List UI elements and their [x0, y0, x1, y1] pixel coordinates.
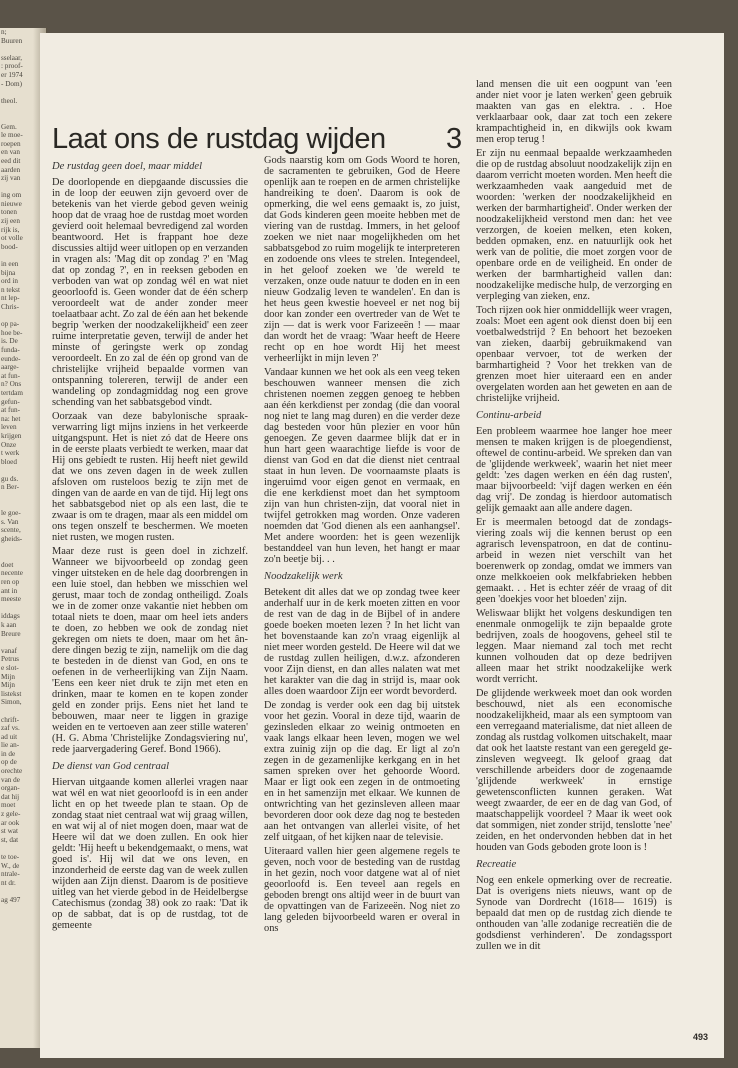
left-page-text-fragment: le moe-: [1, 131, 23, 140]
left-page-text-fragment: leven: [1, 423, 17, 432]
left-page-text-fragment: at fun-: [1, 406, 20, 415]
paragraph: Hiervan uitgaande komen allerlei vragen naar wat wél en wat niet geoorloofd is in een ander licht en op het tweede plan te staan. Op de zondag staat niet centraal wat wij graag willen, en wat wij al of niet mogen doen, maar wat de Heere wil dat we doen zullen. En ook hier geldt: 'Hij heeft u bekendgemaakt, o mens, wat goed is'. Hij wil dat we ons leven, en inzonderheid de eerste dag van de week zullen wijden aan Zijn dienst. Daarom is de positieve uitleg van het vierde gebod in de Heidelbergse Catechismus (zondag 38) ook zo raak: 'Dat ik op de sabbat, dat is op de rustdag, tot de gemeente: [52, 777, 248, 931]
paragraph: Toch rijzen ook hier onmiddellijk weer vragen, zoals: Moet een agent ook dienst doen bij een voetbalwedstrijd ? En behoort het bezoeken van zieken, daarbij gebruikmakend van openbaar vervoer, tot de werken der barmhartigheid ? Voor het trekken van de grenzen moet hier uiteraard een en ander overgelaten worden aan het geweten en aan de christelijke vrijheid.: [476, 305, 672, 404]
left-page-text-fragment: tonen: [1, 208, 17, 217]
left-page-text-fragment: : proof-: [1, 62, 23, 71]
left-page-text-fragment: Simon,: [1, 698, 22, 707]
article-subtitle: De rustdag geen doel, maar middel: [52, 161, 203, 172]
left-page-text-fragment: nt dr.: [1, 878, 16, 887]
article-part-number: 3: [446, 123, 463, 155]
section-heading: Noodzakelijk werk: [264, 571, 343, 582]
left-page-text-fragment: ntrale-: [1, 870, 20, 879]
left-page-text-fragment: ord in: [1, 277, 18, 286]
left-page-text-fragment: nieuwe: [1, 199, 22, 208]
left-page-text-fragment: W., de: [1, 861, 20, 870]
paragraph: De zondag is verder ook een dag bij uitstek voor het gezin. Vooral in deze tijd, waarin de gezinsleden elkaar zo weinig ontmoeten en vaak langs elkaar heen leven, mogen we wel extra zuinig zijn op die dag. Er ligt al zo'n zegen in de gezamenlijke kerkgang en in het samen spreken over het gehoorde Woord. Maar er ligt ook een zegen in de ontmoeting en in het samenzijn met elkaar. We kunnen de ontwrichting van het gezinsleven alleen maar bevorderen door ook deze dag nog te besteden aan het ontvangen van allerlei visite, of het zelf uitgaan, of het kijken naar de televisie.: [264, 700, 460, 843]
text-column-2: [264, 155, 460, 937]
magazine-page: [40, 33, 724, 1058]
left-page-text-fragment: gu ds.: [1, 474, 19, 483]
left-page-text-fragment: Buuren: [1, 36, 23, 45]
left-page-text-fragment: bood-: [1, 242, 18, 251]
left-page-text-fragment: eed dit: [1, 156, 21, 165]
left-page-text-fragment: bloed: [1, 457, 17, 466]
left-page-text-fragment: lie an-: [1, 741, 20, 750]
left-page-text-fragment: n? Ons: [1, 380, 22, 389]
left-page-text-fragment: zij van: [1, 174, 21, 183]
left-page-text-fragment: t werk: [1, 449, 20, 458]
paragraph: Weliswaar blijkt het volgens deskundigen ten enenmale onmogelijk te zijn bepaalde grote bedrijven, zoals de hoogovens, geheel stil te leggen. Maar niemand zal toch met recht kunnen volhouden dat op deze bedrijven alleen maar het strikt noodzakelijke werk wordt verricht.: [476, 608, 672, 685]
left-page-text-fragment: dat hij: [1, 792, 20, 801]
left-page-text-fragment: z gele-: [1, 810, 21, 819]
left-page-text-fragment: zaf vs.: [1, 724, 20, 733]
left-page-text-fragment: te toe-: [1, 853, 20, 861]
left-page-text-fragment: en van: [1, 148, 20, 157]
left-page-text-fragment: - Dom): [1, 79, 22, 88]
left-page-text-fragment: zij een: [1, 217, 20, 226]
paragraph: De glijdende werkweek moet dan ook worden beschouwd, niet als een economische noodzakelijkheid, maar als een symptoom van een verregaand materialisme, dat niet alleen de zondag als rustdag volkomen uitschakelt, maar dat ook het laatste restant van een geregeld gezinsleven wegveegt. Ik geloof graag dat verschillende arbeiders door de zogenaamde 'glijdende werkweek' in ernstige gewetensconflicten kunnen geraken. Wat weegt zwaarder, de eer en de dag van God, of maatschappelijk voordeel ? Maar ik weet ook dat sommigen, niet zonder strijd, tenslotte 'nee' zeiden, en het ondervonden hebben dat in het houden van Gods geboden grote loon is !: [476, 688, 672, 853]
left-page-text-fragment: moet: [1, 801, 16, 810]
left-page-text-fragment: tertdam: [1, 388, 23, 397]
left-page-text-fragment: Mijn: [1, 672, 15, 681]
paragraph: Er zijn nu eenmaal bepaalde werkzaamheden die op de rustdag absoluut noodzakelijk zijn en daarom verricht moeten worden. Men heeft die werkzaamheden vaak aangeduid met de woorden: 'werken der noodzakelijkheid en werken der barmhartigheid'. Onder werken der noodzakelijkheid verstond men dan: het vee verzorgen, de koeien melken, eten koken, bedden opmaken, enz. en natuurlijk ook het werk van de politie, die moet zorgen voor de openbare orde en de veiligheid. En onder de werken der barmhartigheid vallen dan: noodzakelijke medische hulp, de verzorging en verpleging van zieken, enz.: [476, 148, 673, 302]
paragraph: Oorzaak van deze babylonische spraakverwarring ligt mijns inziens in het verkeerde uitgangspunt. Het is niet zó dat de Heere ons in de eerste plaats verbiedt te werken, maar dat Hij ons gebiedt te rusten. Hij heeft niet gewild dat we ons zeven dagen in de week zullen afsloven om rusteloos bezig te zijn met de dingen van de aarde en van de tijd. Hij legt ons het sabbatsgebod niet op als een last, die te zwaar is om te dragen, maar als een middel om ons tegen onszelf te beschermen. We moeten niet rusten, we mogen rusten.: [52, 411, 248, 543]
left-page-text-fragment: nt lep-: [1, 294, 20, 303]
left-page-text-fragment: Onze: [1, 440, 17, 449]
left-page-text-fragment: le goe-: [1, 509, 21, 518]
left-page-text-fragment: n;: [1, 28, 7, 36]
left-page-text-fragment: in een: [1, 260, 19, 269]
text-column-1: [52, 177, 248, 934]
section-heading: Recreatie: [476, 859, 517, 870]
left-page-text-fragment: ant in: [1, 586, 18, 595]
paragraph: Er is meermalen betoogd dat de zondagsviering zoals wij die kennen berust op een agrarisch levenspatroon, en dat de continu-arbeid in wezen niet verschilt van het boerenwerk op zondag, omdat we immers van onze melkkoeien ook melkfabrieken hebben gemaakt. . . Het is echter zéér de vraag of dit geen 'doekjes voor het bloeden' zijn.: [476, 517, 672, 605]
section-heading: Continu-arbeid: [476, 410, 542, 421]
left-page-text-fragment: eunde-: [1, 354, 21, 363]
left-page-text-fragment: na: het: [1, 414, 21, 423]
left-page-text-fragment: scente,: [1, 526, 21, 535]
left-page-text-fragment: n Ber-: [1, 483, 20, 492]
left-page-text-fragment: theol.: [1, 96, 18, 105]
left-page-text-fragment: s. Van: [1, 517, 19, 526]
left-page-text-fragment: hoe be-: [1, 328, 23, 337]
left-page-text-fragment: iddags: [1, 612, 20, 621]
left-page-text-fragment: k aan: [1, 620, 17, 629]
left-page-text-fragment: ren op: [1, 578, 20, 586]
left-page-text-fragment: at fun-: [1, 371, 20, 380]
left-page-text-fragment: op pa-: [1, 320, 20, 329]
left-page-text-fragment: meeste: [1, 595, 21, 604]
left-page-text-fragment: Breure: [1, 629, 21, 638]
left-page-text-fragment: roepen: [1, 139, 21, 148]
left-page-text-fragment: necente: [1, 569, 23, 578]
page-number: 493: [692, 1032, 708, 1042]
left-page-text-fragment: Gem.: [1, 122, 17, 131]
left-page-text-fragment: rijk is,: [1, 225, 20, 234]
left-page-text-fragment: Petrus: [1, 655, 19, 664]
left-page-text-fragment: st wat: [1, 827, 18, 836]
left-page-text-fragment: sselaar,: [1, 53, 23, 62]
left-page-text-fragment: funda-: [1, 345, 20, 354]
left-page-text-fragment: n tekst: [1, 285, 20, 294]
paragraph: Betekent dit alles dat we op zondag twee keer anderhalf uur in de kerk moeten zitten en voor de rest van de dag in de Bijbel of in andere goede boeken moeten lezen ? In het licht van het bovenstaande kan zo'n vraag eigenlijk al niet meer worden gesteld. De Heere wil dat we de rustdag zullen heiligen, d.w.z. afzonderen voor Zijn dienst, en dan alles nalaten wat met het karakter van die dag in strijd is, maar ook alles doen waardoor Zijn eer wordt bevorderd.: [264, 587, 460, 697]
left-page-text-fragment: is. De: [1, 337, 18, 346]
left-page-text-fragment: e slot-: [1, 663, 19, 672]
left-page-text-fragment: Mijn: [1, 681, 15, 690]
paragraph: Vandaar kunnen we het ook als een veeg teken beschouwen wanneer mensen die zich christenen noemen zeggen genoeg te hebben aan één kerkdienst per zondag (die dan vooral nog niet te lang mag duren) en die verder deze dag besteden voor hûn plezier en voor hûn genoegen. Ze geven daarmee blijk dat er in hun hart geen waarachtige liefde is voor de dienst van God en dat die dienst niet centraal staat in hun leven. De voornaamste plaats is ingeruimd voor eigen genot en vermaak, en die ene kerkdienst moet dan het symptoom zijn van hun christen-zijn, dat vooral niet in twijfel getrokken mag worden. Onze vaderen noemden dat 'God dienen als een aanhangsel'. Met andere woorden: het is geen wezenlijk bestanddeel van hun leven, het hangt er maar zo'n beetje bij. . .: [264, 367, 460, 565]
section-heading: De dienst van God centraal: [52, 761, 170, 772]
paragraph: Uiteraard vallen hier geen algemene regels te geven, noch voor de besteding van de rustdag in het gezin, noch voor datgene wat al of niet geoorloofd is. Een teveel aan regels en geboden brengt ons altijd weer in de buurt van de opvattingen van de Farizeeën. Nog niet zo lang geleden bijvoorbeeld waren er overal in ons: [264, 846, 460, 934]
left-page-text-fragment: doet: [1, 560, 14, 569]
paragraph: Maar deze rust is geen doel in zichzelf. Wanneer we bijvoorbeeld op zondag geen vinger uitsteken en de hele dag doorbrengen in een luie stoel, dan hebben we misschien wel gerust, maar toch de zondag ontheiligd. Zoals we in de zomer onze vakantie niet hebben om totaal niets te doen, maar om heel iets anders te doen, zo hebben we ook de zondag niet gekregen om niets te doen, maar om het ândere dingen bezig te zijn, namelijk om die dag te besteden in de dienst van God, en ons te oefenen in de verheerlijking van Zijn Naam. 'Eens een keer niet druk te zijn met eten en drinken, maar te komen en te kopen zonder geld en zonder prijs. Eens niet het land te bebouwen, maar neer te liggen in grazige weiden en te vertoeven aan zeer stille wateren' (H. G. Abma 'Christelijke Zondagsviering nu', rede jaarvergadering Geref. Bond 1966).: [52, 546, 248, 755]
left-page-text-fragment: orechte: [1, 767, 23, 776]
paragraph: Nog een enkele opmerking over de recreatie. Dat is overigens niets nieuws, want op de Synode van Dordrecht (1618— 1619) is bepaald dat men op de rustdag zich diende te onthouden van 'alle zodanige recreatiën die de godsdienst verhinderen'. De zondagssport zullen we in dit: [476, 875, 672, 952]
left-page-text-fragment: st, dat: [1, 835, 19, 844]
left-page-text-fragment: aarden: [1, 165, 21, 174]
left-page-text-fragment: vanaf: [1, 646, 17, 655]
left-page-text-fragment: er 1974: [1, 70, 23, 79]
left-page-text-fragment: aarge-: [1, 363, 19, 372]
left-page-text-fragment: ag 497: [1, 895, 21, 904]
paragraph: land mensen die uit een oogpunt van 'een ander niet voor je laten werken' geen gebruik maakten van gas en elektra. . . Hoe verklaarbaar ook, daar zat toch een zekere krampachtigheid in, en dikwijls ook kwam men erop terug !: [476, 79, 672, 145]
paragraph: De doorlopende en diepgaande discussies die in de loop der eeuwen zijn gevoerd over de betekenis van het vierde gebod geven weinig hoop dat de vraag hoe de rustdag moet worden gevierd ooit helemaal bevredigend zal worden beantwoord. Het is frappant hoe deze discussies altijd weer uitlopen op en verzanden in vragen als: 'Mag dit op zondag ?' en 'Mag dat op zondag ?', en in reeksen geboden en verboden van wat op zondag wél en wat niet geoorloofd is. Geen wonder dat de één scherp veroordeelt wat de ander zonder meer toelaatbaar acht. Zo zal de één aan het bekende begrip 'werken der noodzakelijkheid' een zeer ruime interpretatie geven, terwijl de ander het minste of geringste werk op zondag veroordeelt. En zo zal de één op grond van de christelijke vrijheid bepaalde vormen van ontspanning tolereren, terwijl de ander een wandeling op zondagmiddag nog een grove schending van het sabbatsgebod vindt.: [52, 177, 248, 408]
left-page-text-fragment: bijna: [1, 268, 16, 277]
left-page-text-fragment: chrift-: [1, 715, 19, 724]
left-page-text-fragment: krijgen: [1, 431, 22, 440]
left-page-text-fragment: in de: [1, 749, 16, 758]
left-page-text-fragment: ad uit: [1, 732, 18, 741]
left-page-text-fragment: listekst: [1, 689, 22, 698]
left-page-text-fragment: op de: [1, 758, 17, 767]
left-page-text-fragment: gefun-: [1, 397, 20, 406]
paragraph: Een probleem waarmee hoe langer hoe meer mensen te maken krijgen is de ploegendienst, oftewel de continu-arbeid. We spreken dan van de 'glijdende werkweek', waarin het niet meer geldt: 'zes dagen werken en één dag rusten', maar bijvoorbeeld: 'vijf dagen werken en één dag vrij'. De zondag is hierdoor automatisch gelijk gemaakt aan alle andere dagen.: [476, 426, 672, 514]
paragraph: Gods naarstig kom om Gods Woord te horen, de sacramenten te gebruiken, God de Heere openlijk aan te roepen en de armen christelijke handreiking te doen'. Daarom is ook de opmerking, die wel eens gemaakt is, zo juist, dat Gods kinderen geen moeite hebben met de viering van de rustdag. Immers, in het geloof zoeken we niet naar mogelijkheden om het sabbatsgebod zo ruim mogelijk te interpreteren en zodoende ons vlees te strelen. Integendeel, in het geloof zoeken we 'de wereld te verzaken, onze oude natuur te doden en in een nieuw Godzalig leven te wandelen'. En dan is het heus geen kwestie hoeveel er net nog bij door kan zonder een overtreder van de Wet te zijn — dat is werk voor Farizeeën ! — maar dan wordt het de vraag: 'Waar heeft de Heere recht op en hoe wordt Hij het meest verheerlijkt in mijn leven ?': [264, 155, 460, 364]
left-page-text-fragment: Chris-: [1, 303, 19, 311]
left-page-text-fragment: van de: [1, 775, 20, 784]
left-page-text-fragment: ot volle: [1, 234, 23, 243]
left-page-text-fragment: ar ook: [1, 818, 20, 827]
left-page-text-fragment: organ-: [1, 784, 20, 793]
left-page-text-fragment: ing om: [1, 191, 22, 200]
article-title: Laat ons de rustdag wijden: [52, 123, 386, 155]
left-page-text-fragment: gheids-: [1, 535, 23, 544]
text-column-3: [476, 79, 672, 955]
